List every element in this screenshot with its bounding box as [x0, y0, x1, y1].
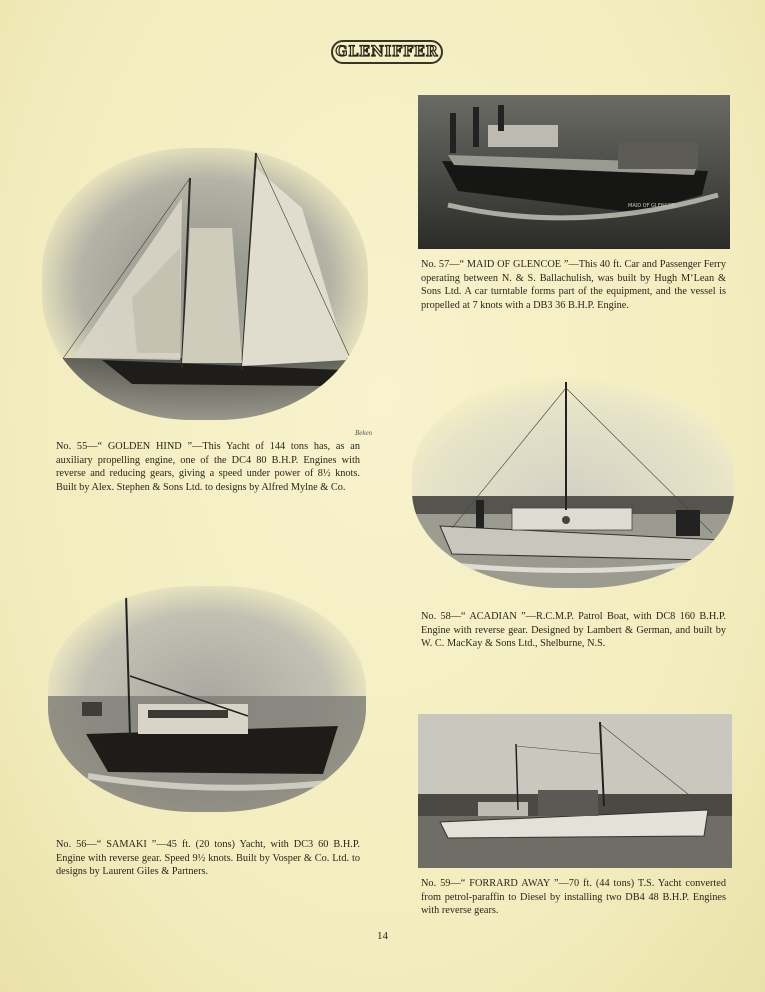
photo-samaki [48, 586, 366, 812]
page-number: 14 [377, 930, 388, 942]
photo-golden-hind [42, 148, 368, 420]
caption-59: No. 59—“ FORRARD AWAY ”—70 ft. (44 tons) T.S. Yacht converted from petrol-paraffin to Diesel by installing two DB4 48 B.H.P. Engines with reverse gears. [421, 878, 726, 917]
photo-forrard-away [418, 714, 732, 868]
hull-lettering: MAID OF GLENCOE [628, 203, 676, 209]
photo-credit: Beken [355, 429, 373, 437]
photo-acadian [412, 378, 734, 588]
caption-55: No. 55—“ GOLDEN HIND ”—This Yacht of 144 tons has, as an auxiliary propelling engine, one of the DC4 80 B.H.P. Engines with reverse and reducing gears, giving a speed under power of 8½ knots. Built by Alex. Stephen & Sons Ltd. to designs by Alfred Mylne & Co. [56, 441, 360, 493]
caption-57: No. 57—“ MAID OF GLENCOE ”—This 40 ft. Car and Passenger Ferry operating between N. & S. Ballachulish, was built by Hugh M‘Lean & Sons Ltd. A car turntable forms part of the equipment, and the vessel is propelled at 7 knots with a DB3 36 B.H.P. Engine. [421, 259, 726, 311]
photo-maid-of-glencoe [418, 95, 730, 249]
caption-58: No. 58—“ ACADIAN ”—R.C.M.P. Patrol Boat, with DC8 160 B.H.P. Engine with reverse gear. Designed by Lambert & German, and built by W. C. MacKay & Sons Ltd., Shelburne, N.S. [421, 611, 726, 650]
caption-56: No. 56—“ SAMAKI ”—45 ft. (20 tons) Yacht, with DC3 60 B.H.P. Engine with reverse gear. Speed 9½ knots. Built by Vosper & Co. Ltd. to designs by Laurent Giles & Partners. [56, 839, 360, 878]
gleniffer-logo: GLENIFFER [331, 40, 443, 64]
